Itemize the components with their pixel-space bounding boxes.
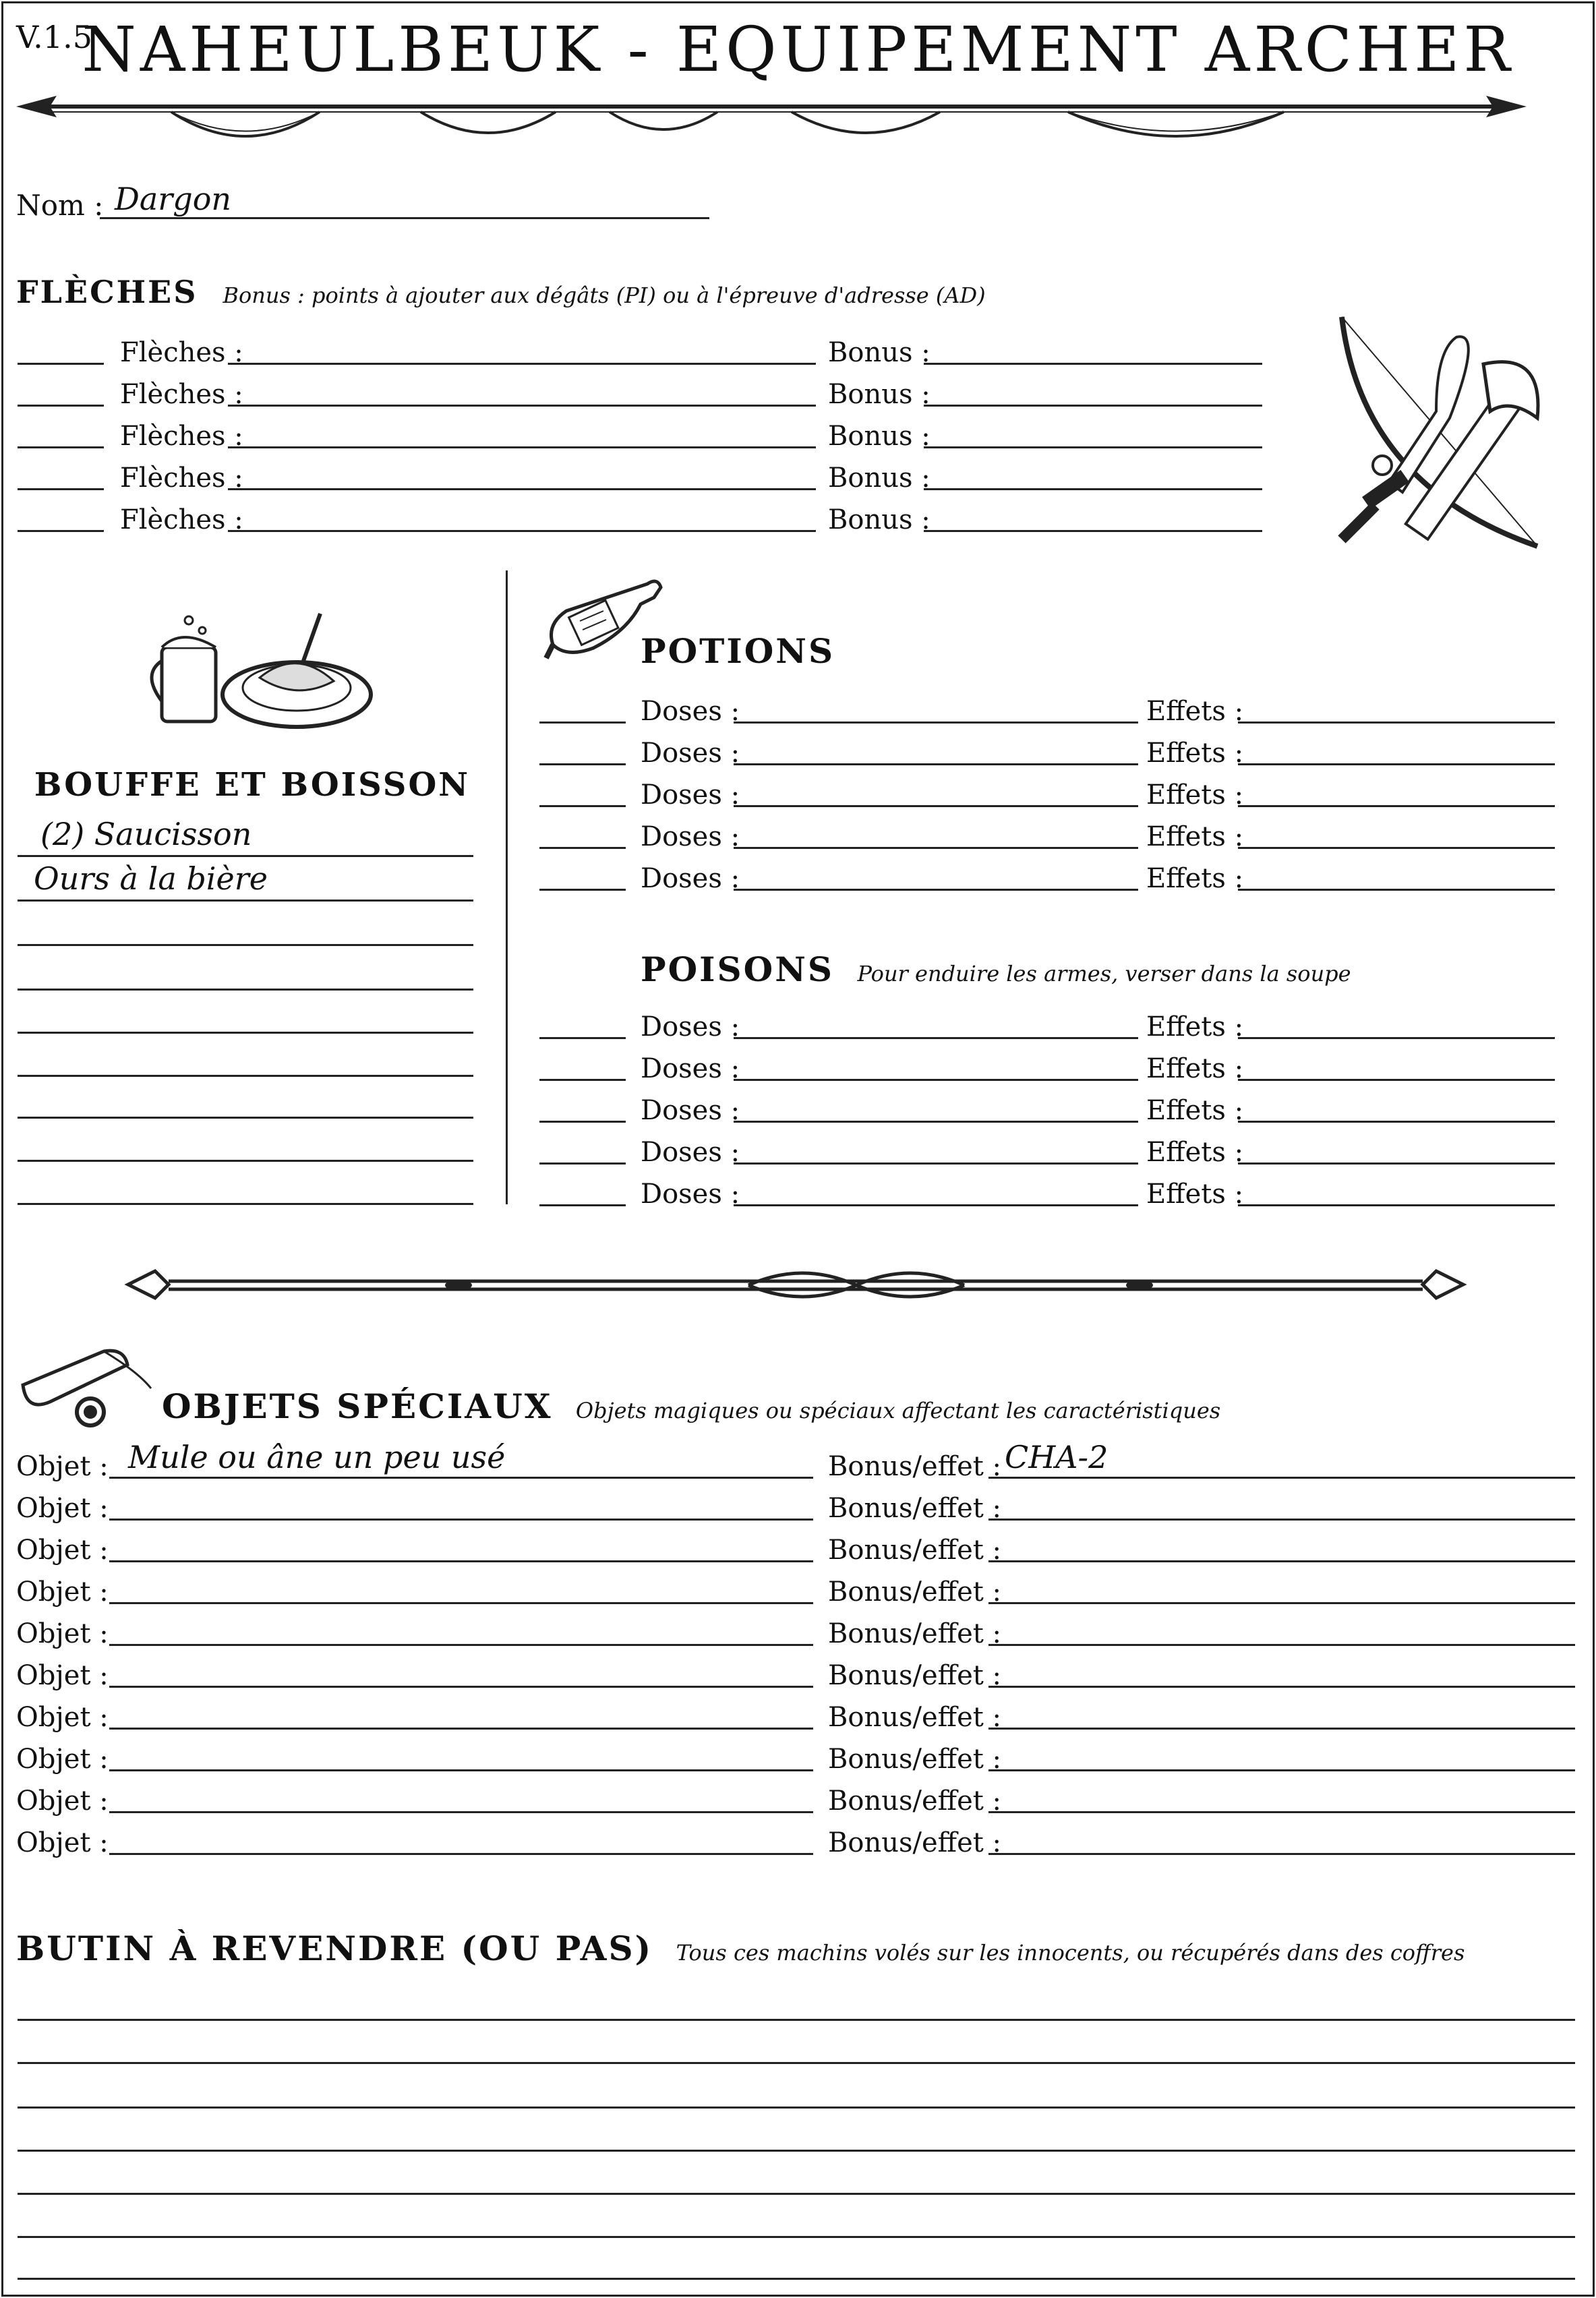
potion-qty-line[interactable] [539,763,626,765]
bonus-effet-line[interactable] [988,1853,1575,1855]
poison-qty-line[interactable] [539,1079,626,1081]
doses-label: Doses : [641,1095,740,1126]
fleches-label: Flèches : [120,504,243,535]
fleches-qty-line[interactable] [18,363,104,365]
objets-heading [162,1386,1220,1426]
fleches-name-line[interactable] [228,363,816,365]
page-title: NAHEULBEUK - EQUIPEMENT ARCHER [82,13,1514,86]
bonus-effet-label: Bonus/effet : [828,1493,1002,1524]
effets-label: Effets : [1146,696,1244,727]
potion-doses-line[interactable] [734,763,1138,765]
poison-doses-line[interactable] [734,1037,1138,1039]
doses-label: Doses : [641,1179,740,1210]
poison-effets-line[interactable] [1238,1079,1555,1081]
bouffe-item[interactable]: (2) Saucisson [40,816,252,852]
effets-label: Effets : [1146,779,1244,811]
crossed-weapons-icon [1322,310,1564,553]
bonus-effet-line[interactable] [988,1811,1575,1813]
fleches-bonus-label: Bonus : [828,337,930,368]
potion-qty-line[interactable] [539,847,626,849]
bouffe-title: BOUFFE ET BOISSON [34,766,471,804]
bouffe-line[interactable] [18,944,473,946]
objet-label: Objet : [16,1660,109,1691]
objet-line[interactable] [109,1853,813,1855]
fleches-bonus-label: Bonus : [828,504,930,535]
fleches-title: FLÈCHES [16,274,198,310]
bonus-effet-label: Bonus/effet : [828,1577,1002,1608]
bonus-effet-label: Bonus/effet : [828,1660,1002,1691]
fleches-name-line[interactable] [228,405,816,407]
bonus-effet-line[interactable] [988,1686,1575,1688]
bouffe-line[interactable] [18,1160,473,1162]
butin-subtitle: Tous ces machins volés sur les innocents, ou récupérés dans des coffres [676,1940,1465,1966]
bouffe-line[interactable] [18,1203,473,1205]
potion-qty-line[interactable] [539,721,626,724]
potion-effets-line[interactable] [1238,763,1555,765]
poison-effets-line[interactable] [1238,1204,1555,1206]
poison-qty-line[interactable] [539,1162,626,1165]
doses-label: Doses : [641,696,740,727]
bonus-effet-line[interactable] [988,1769,1575,1771]
bonus-effet-line[interactable] [988,1560,1575,1562]
bonus-effet-line[interactable] [988,1644,1575,1646]
doses-label: Doses : [641,1053,740,1084]
poisons-title: POISONS [641,949,835,989]
bonus-effet-line [988,1477,1575,1479]
doses-label: Doses : [641,1011,740,1042]
objet-label: Objet : [16,1493,109,1524]
objet-label: Objet : [16,1786,109,1817]
objets-title: OBJETS SPÉCIAUX [162,1386,553,1426]
nom-label: Nom : [16,189,104,222]
potion-doses-line[interactable] [734,889,1138,891]
bonus-effet-value[interactable]: CHA-2 [1005,1439,1109,1475]
fleches-bonus-line[interactable] [924,446,1262,448]
butin-heading [16,1928,1465,1968]
fleches-qty-line[interactable] [18,488,104,490]
version-label: V.1.5 [16,19,92,55]
objet-label: Objet : [16,1577,109,1608]
bouffe-item[interactable]: Ours à la bière [34,860,268,897]
bouffe-line [18,855,473,857]
poison-effets-line[interactable] [1238,1037,1555,1039]
fleches-name-line[interactable] [228,530,816,532]
butin-title: BUTIN À REVENDRE (OU PAS) [16,1928,653,1968]
objet-line[interactable] [109,1686,813,1688]
bonus-effet-line[interactable] [988,1728,1575,1730]
poison-doses-line[interactable] [734,1162,1138,1165]
butin-line[interactable] [18,2062,1575,2064]
objet-line[interactable] [109,1644,813,1646]
bouffe-line[interactable] [18,1117,473,1119]
objet-label: Objet : [16,1827,109,1858]
fleches-bonus-line[interactable] [924,488,1262,490]
objet-line[interactable] [109,1728,813,1730]
fleches-label: Flèches : [120,379,243,410]
fleches-label: Flèches : [120,463,243,494]
bouffe-line[interactable] [18,1032,473,1034]
objet-line[interactable] [109,1769,813,1771]
potion-effets-line[interactable] [1238,805,1555,807]
bonus-effet-label: Bonus/effet : [828,1786,1002,1817]
poison-doses-line[interactable] [734,1204,1138,1206]
effets-label: Effets : [1146,821,1244,852]
effets-label: Effets : [1146,863,1244,894]
butin-line[interactable] [18,2278,1575,2280]
doses-label: Doses : [641,821,740,852]
staff-divider-icon [128,1261,1463,1308]
potion-qty-line[interactable] [539,805,626,807]
bonus-effet-line[interactable] [988,1519,1575,1521]
doses-label: Doses : [641,738,740,769]
poison-doses-line[interactable] [734,1079,1138,1081]
poison-qty-line[interactable] [539,1204,626,1206]
bouffe-line[interactable] [18,989,473,991]
poison-effets-line[interactable] [1238,1121,1555,1123]
fleches-qty-line[interactable] [18,530,104,532]
objet-label: Objet : [16,1618,109,1649]
potion-doses-line[interactable] [734,721,1138,724]
poisons-heading [641,949,1351,989]
doses-label: Doses : [641,1137,740,1168]
effets-label: Effets : [1146,1137,1244,1168]
objet-line[interactable] [109,1602,813,1604]
potion-effets-line[interactable] [1238,889,1555,891]
scroll-ring-icon [16,1338,165,1432]
potion-doses-line[interactable] [734,847,1138,849]
bonus-effet-label: Bonus/effet : [828,1702,1002,1733]
fleches-qty-line[interactable] [18,405,104,407]
bonus-effet-label: Bonus/effet : [828,1535,1002,1566]
objet-line [109,1477,813,1479]
fleches-heading [16,274,986,310]
poison-effets-line[interactable] [1238,1162,1555,1165]
doses-label: Doses : [641,779,740,811]
bouffe-line[interactable] [18,1075,473,1077]
objet-label: Objet : [16,1535,109,1566]
butin-line[interactable] [18,2193,1575,2195]
poisons-subtitle: Pour enduire les armes, verser dans la soupe [857,961,1351,986]
objet-line[interactable] [109,1519,813,1521]
potion-doses-line[interactable] [734,805,1138,807]
effets-label: Effets : [1146,738,1244,769]
fleches-name-line[interactable] [228,446,816,448]
butin-line[interactable] [18,2019,1575,2021]
poison-qty-line[interactable] [539,1037,626,1039]
objets-subtitle: Objets magiques ou spéciaux affectant les caractéristiques [575,1398,1221,1423]
poison-qty-line[interactable] [539,1121,626,1123]
column-divider [506,570,508,1204]
potion-qty-line[interactable] [539,889,626,891]
fleches-bonus-line[interactable] [924,405,1262,407]
fleches-bonus-label: Bonus : [828,379,930,410]
nom-line [100,217,709,219]
bonus-effet-label: Bonus/effet : [828,1618,1002,1649]
effets-label: Effets : [1146,1179,1244,1210]
potions-title: POTIONS [641,631,835,671]
objet-label: Objet : [16,1451,109,1482]
potion-effets-line[interactable] [1238,847,1555,849]
fleches-bonus-line[interactable] [924,363,1262,365]
poison-doses-line[interactable] [734,1121,1138,1123]
butin-line[interactable] [18,2150,1575,2152]
bonus-effet-label: Bonus/effet : [828,1827,1002,1858]
potion-effets-line[interactable] [1238,721,1555,724]
objet-line[interactable] [109,1560,813,1562]
butin-line[interactable] [18,2236,1575,2238]
bonus-effet-label: Bonus/effet : [828,1451,1002,1482]
doses-label: Doses : [641,863,740,894]
butin-line[interactable] [18,2106,1575,2109]
fleches-label: Flèches : [120,421,243,452]
food-drink-icon [142,607,371,735]
fleches-subtitle: Bonus : points à ajouter aux dégâts (PI) ou à l'épreuve d'adresse (AD) [223,283,986,308]
bouffe-line [18,900,473,902]
fleches-label: Flèches : [120,337,243,368]
objet-label: Objet : [16,1744,109,1775]
objet-line[interactable] [109,1811,813,1813]
bonus-effet-line[interactable] [988,1602,1575,1604]
fleches-bonus-line[interactable] [924,530,1262,532]
bonus-effet-label: Bonus/effet : [828,1744,1002,1775]
fleches-bonus-label: Bonus : [828,421,930,452]
arrow-divider-icon [16,86,1527,147]
objet-label: Objet : [16,1702,109,1733]
effets-label: Effets : [1146,1095,1244,1126]
fleches-name-line[interactable] [228,488,816,490]
effets-label: Effets : [1146,1053,1244,1084]
fleches-qty-line[interactable] [18,446,104,448]
nom-value[interactable]: Dargon [115,181,232,217]
objet-value[interactable]: Mule ou âne un peu usé [128,1439,506,1475]
effets-label: Effets : [1146,1011,1244,1042]
fleches-bonus-label: Bonus : [828,463,930,494]
